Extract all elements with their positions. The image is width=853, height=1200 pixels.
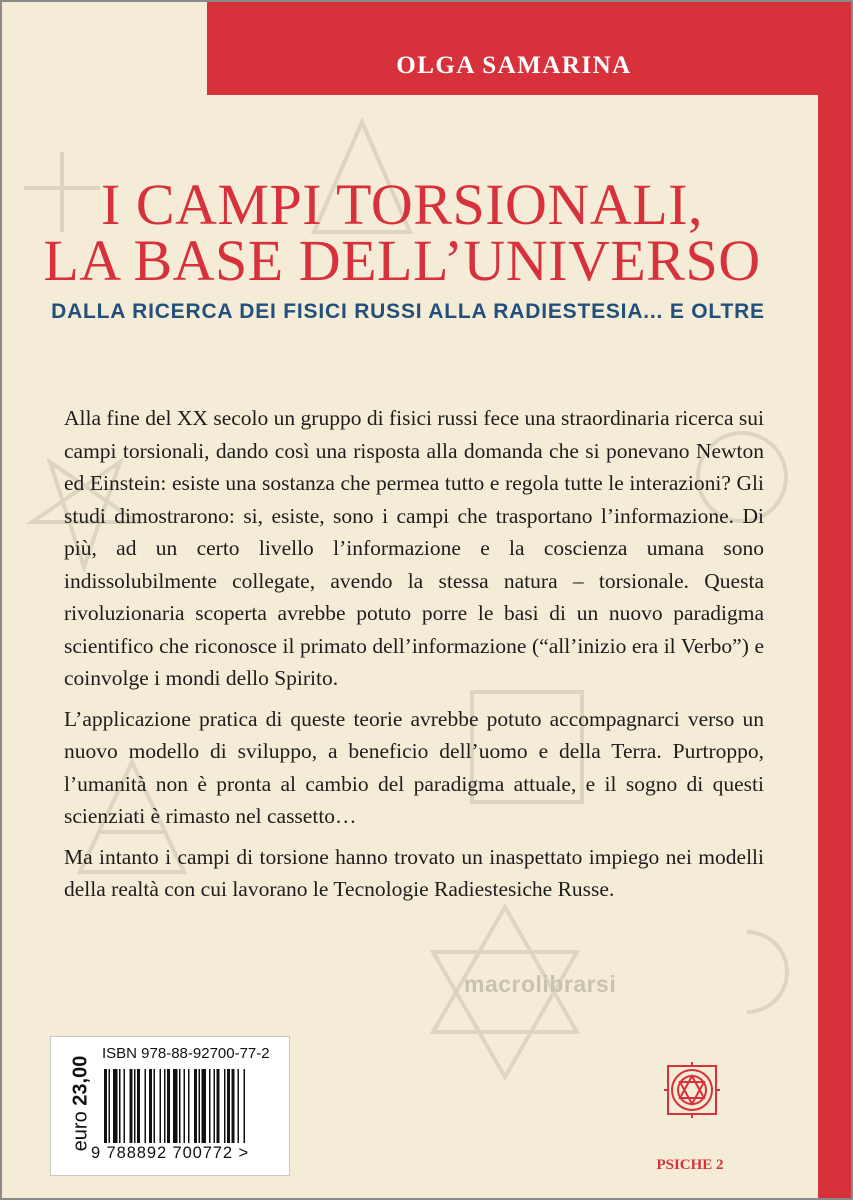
author-name: OLGA SAMARINA <box>396 51 632 79</box>
barcode-bar <box>179 1069 181 1143</box>
barcode-bar <box>188 1069 190 1143</box>
spine-stripe <box>818 2 851 1200</box>
barcode-bar <box>134 1069 136 1143</box>
isbn-label: ISBN 978-88-92700-77-2 <box>102 1045 270 1062</box>
barcode-bar <box>217 1069 220 1143</box>
subtitle: DALLA RICERCA DEI FISICI RUSSI ALLA RADIESTESIA... E OLTRE <box>51 300 765 323</box>
barcode-bar <box>238 1069 240 1143</box>
barcode-bar <box>214 1069 216 1143</box>
barcode-bar <box>113 1069 118 1143</box>
barcode-bar <box>227 1069 230 1143</box>
barcode-bar <box>199 1069 201 1143</box>
barcode <box>102 1069 284 1143</box>
barcode-bar <box>154 1069 156 1143</box>
author-band <box>207 2 821 95</box>
title-line-2: LA BASE DELL’UNIVERSO <box>43 228 761 293</box>
barcode-digits: 9 788892 700772 > <box>91 1144 249 1162</box>
blurb-paragraph: L’applicazione pratica di queste teorie avrebbe potuto accompagnarci verso un nuovo modello di sviluppo, a beneficio dell’uomo e della Terra. Purtroppo, l’umanità non è pronta al cambio del paradigma attuale, e il sogno di questi scienziati è rimasto nel cassetto… <box>64 706 764 828</box>
blurb-paragraph: Ma intanto i campi di torsione hanno trovato un inaspettato impiego nei modelli della realtà con cui lavorano le Tecnologie Radiestesiche Russe. <box>64 844 764 901</box>
barcode-bar <box>184 1069 186 1143</box>
barcode-box <box>50 1036 290 1176</box>
barcode-bar <box>109 1069 111 1143</box>
barcode-bar <box>119 1069 121 1143</box>
publisher-name: PSICHE 2 <box>656 1157 724 1173</box>
barcode-bar <box>104 1069 107 1143</box>
title-line-1: I CAMPI TORSIONALI, <box>101 172 703 237</box>
price-currency: euro <box>69 1111 92 1152</box>
barcode-bar <box>194 1069 197 1143</box>
semicircle-symbol <box>747 932 787 1012</box>
barcode-bar <box>145 1069 147 1143</box>
blurb-paragraph: Alla fine del XX secolo un gruppo di fisici russi fece una straordinaria ricerca sui campi torsionali, dando così una risposta alla domanda che si ponevano Newton ed Einstein: esiste una sostanza che permea tutto e regola tutte le interazioni? Gli studi dimostrarono: si, esiste, sono i campi che trasportano l’informazione. Di più, ad un certo livello l’informazione e la coscienza umana sono indissolubilmente collegate, avendo la stessa natura – torsionale. Questa rivoluzionaria scoperta avrebbe potuto porre le basi di un nuovo paradigma scientifico che riconosce il primato dell’informazione (“all’inizio era il Verbo”) e coinvolge i mondi dello Spirito. <box>64 406 764 690</box>
barcode-bar <box>202 1069 207 1143</box>
blurb-text <box>64 402 764 914</box>
watermark: macrolibrarsi <box>464 971 617 997</box>
barcode-bar <box>149 1069 152 1143</box>
barcode-bar <box>173 1069 178 1143</box>
barcode-bar <box>224 1069 226 1143</box>
barcode-bar <box>167 1069 170 1143</box>
barcode-bar <box>244 1069 246 1143</box>
barcode-bar <box>232 1069 235 1143</box>
publisher-logo-icon <box>664 1062 720 1154</box>
price-value: 23,00 <box>69 1055 92 1106</box>
barcode-bar <box>164 1069 166 1143</box>
barcode-bar <box>137 1069 140 1143</box>
price-label <box>70 1048 93 1160</box>
barcode-bar <box>124 1069 126 1143</box>
barcode-bar <box>209 1069 211 1143</box>
barcode-bar <box>160 1069 162 1143</box>
barcode-bar <box>130 1069 133 1143</box>
